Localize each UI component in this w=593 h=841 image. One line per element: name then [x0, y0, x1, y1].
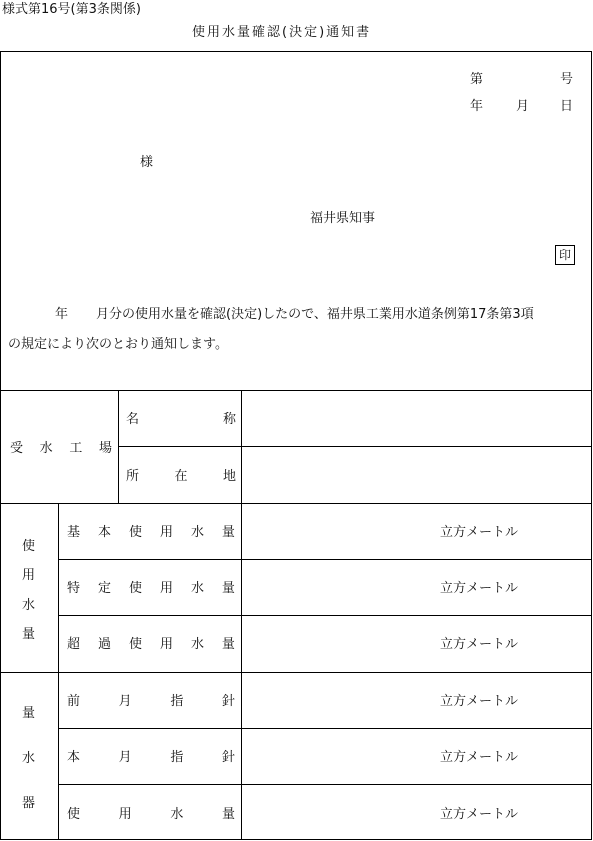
- column-divider: [58, 503, 59, 840]
- row-divider: [118, 446, 592, 447]
- column-divider: [241, 390, 242, 840]
- specific-usage-label: 特 定 使 用 水 量: [67, 581, 235, 596]
- row-divider: [58, 784, 592, 785]
- specific-usage-unit: 立方メートル: [440, 581, 519, 596]
- meter-group-label-2: 水: [22, 751, 36, 766]
- body-line-2: の規定により次のとおり通知します。: [8, 337, 228, 352]
- meter-group-label-3: 器: [22, 796, 36, 811]
- usage-group-label-2: 用: [22, 568, 36, 583]
- date-day: 日: [560, 99, 574, 114]
- section-divider: [0, 503, 592, 504]
- addressee-honorific: 様: [140, 155, 154, 170]
- current-reading-label: 本 月 指 針: [67, 750, 235, 765]
- excess-usage-label: 超 過 使 用 水 量: [67, 637, 235, 652]
- current-reading-unit: 立方メートル: [440, 750, 519, 765]
- factory-name-label: 名 称: [126, 412, 236, 427]
- body-line-1: 月分の使用水量を確認(決定)したので、福井県工業用水道条例第17条第3項: [96, 307, 534, 322]
- section-divider: [0, 672, 592, 673]
- previous-reading-unit: 立方メートル: [440, 694, 519, 709]
- number-suffix: 号: [560, 72, 574, 87]
- basic-usage-label: 基 本 使 用 水 量: [67, 525, 235, 540]
- usage-group-label-4: 量: [22, 627, 36, 642]
- meter-group-label-1: 量: [22, 706, 36, 721]
- factory-address-label: 所 在 地: [126, 469, 236, 484]
- row-divider: [58, 728, 592, 729]
- seal-box: 印: [555, 245, 575, 265]
- meter-usage-label: 使 用 水 量: [67, 807, 235, 822]
- basic-usage-unit: 立方メートル: [440, 525, 519, 540]
- meter-usage-unit: 立方メートル: [440, 807, 519, 822]
- date-year: 年: [470, 99, 484, 114]
- previous-reading-label: 前 月 指 針: [67, 694, 235, 709]
- usage-group-label-1: 使: [22, 539, 36, 554]
- document-title: 使用水量確認(決定)通知書: [192, 25, 372, 40]
- factory-group-label: 受 水 工 場: [10, 441, 112, 456]
- usage-group-label-3: 水: [22, 598, 36, 613]
- number-prefix: 第: [470, 72, 484, 87]
- date-month: 月: [516, 99, 530, 114]
- row-divider: [58, 615, 592, 616]
- excess-usage-unit: 立方メートル: [440, 637, 519, 652]
- table-top-border: [0, 390, 592, 391]
- body-year: 年: [55, 307, 69, 322]
- column-divider: [118, 390, 119, 503]
- form-number: 様式第16号(第3条関係): [2, 2, 141, 17]
- sender-name: 福井県知事: [310, 211, 376, 226]
- row-divider: [58, 559, 592, 560]
